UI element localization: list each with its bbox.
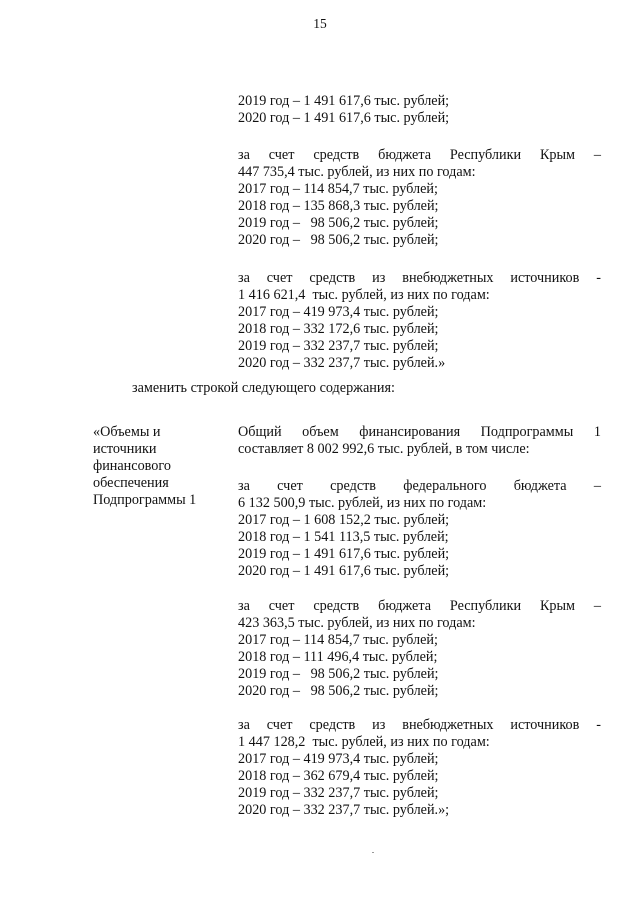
word: счет <box>268 598 295 614</box>
crimea-intro-line <box>238 598 601 615</box>
label-line: источники <box>93 441 157 457</box>
word: Крым <box>539 598 576 614</box>
word: объем <box>302 424 339 440</box>
text-line: 2020 год – 332 237,7 тыс. рублей.»; <box>238 802 450 818</box>
text-line: 2018 год – 362 679,4 тыс. рублей; <box>238 768 439 784</box>
word: внебюджетных <box>402 717 494 733</box>
federal-budget-tail <box>238 93 601 127</box>
text-line: 2017 год – 1 608 152,2 тыс. рублей; <box>238 512 450 528</box>
text-line: 447 735,4 тыс. рублей, из них по годам: <box>238 164 476 180</box>
word: Республики <box>449 147 522 163</box>
text-line: составляет 8 002 992,6 тыс. рублей, в том числе: <box>238 441 530 457</box>
text-line: 2017 год – 114 854,7 тыс. рублей; <box>238 632 438 648</box>
text-line: 2019 год – 98 506,2 тыс. рублей; <box>238 666 439 682</box>
word: средств <box>330 478 377 494</box>
word: источников <box>510 270 580 286</box>
word: счет <box>268 147 295 163</box>
word: Республики <box>449 598 522 614</box>
word: бюджета <box>378 598 432 614</box>
text-line: 2019 год – 98 506,2 тыс. рублей; <box>238 215 439 231</box>
word: финансирования <box>359 424 461 440</box>
crimea-budget-block <box>238 598 601 700</box>
label-line: «Объемы и <box>93 424 161 440</box>
crimea-intro-line <box>238 147 601 164</box>
text-line: 1 416 621,4 тыс. рублей, из них по годам: <box>238 287 490 303</box>
word: за <box>238 270 250 286</box>
word: за <box>238 478 250 494</box>
text-line: 2020 год – 98 506,2 тыс. рублей; <box>238 683 439 699</box>
text-line: 2017 год – 114 854,7 тыс. рублей; <box>238 181 438 197</box>
federal-intro-line <box>238 478 601 495</box>
text-line: 2018 год – 332 172,6 тыс. рублей; <box>238 321 439 337</box>
text-line: 6 132 500,9 тыс. рублей, из них по годам: <box>238 495 487 511</box>
crimea-budget-block-old <box>238 147 601 249</box>
text-line: 423 363,5 тыс. рублей, из них по годам: <box>238 615 476 631</box>
word: бюджета <box>513 478 567 494</box>
extrabudget-intro-line <box>238 270 601 287</box>
total-intro-line <box>238 424 601 441</box>
word: - <box>596 717 601 733</box>
text-line: 2017 год – 419 973,4 тыс. рублей; <box>238 751 439 767</box>
text-line: 2019 год – 332 237,7 тыс. рублей; <box>238 785 439 801</box>
text-line: 1 447 128,2 тыс. рублей, из них по годам: <box>238 734 490 750</box>
text-line: 2019 год – 1 491 617,6 тыс. рублей; <box>238 546 450 562</box>
page-number: 15 <box>313 16 327 31</box>
text-line: 2018 год – 1 541 113,5 тыс. рублей; <box>238 529 449 545</box>
total-financing-block <box>238 424 601 458</box>
word: 1 <box>593 424 601 440</box>
extrabudget-block-old <box>238 270 601 372</box>
word: за <box>238 598 250 614</box>
text-line: 2020 год – 1 491 617,6 тыс. рублей; <box>238 110 450 126</box>
label-line: Подпрограммы 1 <box>93 492 197 508</box>
word: средств <box>309 270 356 286</box>
word: из <box>372 270 386 286</box>
text-line: 2019 год – 1 491 617,6 тыс. рублей; <box>238 93 450 109</box>
word: федерального <box>403 478 487 494</box>
word: – <box>593 478 601 494</box>
word: средств <box>309 717 356 733</box>
word: Крым <box>539 147 576 163</box>
word: за <box>238 147 250 163</box>
word: счет <box>266 270 293 286</box>
text-line: 2020 год – 1 491 617,6 тыс. рублей; <box>238 563 450 579</box>
word: Подпрограммы <box>480 424 574 440</box>
word: - <box>596 270 601 286</box>
word: – <box>593 598 601 614</box>
text-line: 2018 год – 135 868,3 тыс. рублей; <box>238 198 439 214</box>
federal-budget-block <box>238 478 601 580</box>
replace-instruction: заменить строкой следующего содержания: <box>132 380 395 396</box>
word: из <box>372 717 386 733</box>
extrabudget-intro-line <box>238 717 601 734</box>
label-line: финансового <box>93 458 171 474</box>
word: – <box>593 147 601 163</box>
word: Общий <box>238 424 282 440</box>
label-line: обеспечения <box>93 475 169 491</box>
word: за <box>238 717 250 733</box>
row-label <box>93 424 233 509</box>
text-line: 2019 год – 332 237,7 тыс. рублей; <box>238 338 439 354</box>
word: средств <box>313 598 360 614</box>
word: счет <box>266 717 293 733</box>
word: внебюджетных <box>402 270 494 286</box>
text-line: 2020 год – 98 506,2 тыс. рублей; <box>238 232 439 248</box>
text-line: 2018 год – 111 496,4 тыс. рублей; <box>238 649 438 665</box>
word: средств <box>313 147 360 163</box>
text-line: 2017 год – 419 973,4 тыс. рублей; <box>238 304 439 320</box>
scan-artifact <box>372 852 374 853</box>
word: счет <box>277 478 303 494</box>
word: бюджета <box>378 147 432 163</box>
word: источников <box>510 717 580 733</box>
text-line: 2020 год – 332 237,7 тыс. рублей.» <box>238 355 446 371</box>
extrabudget-block <box>238 717 601 819</box>
